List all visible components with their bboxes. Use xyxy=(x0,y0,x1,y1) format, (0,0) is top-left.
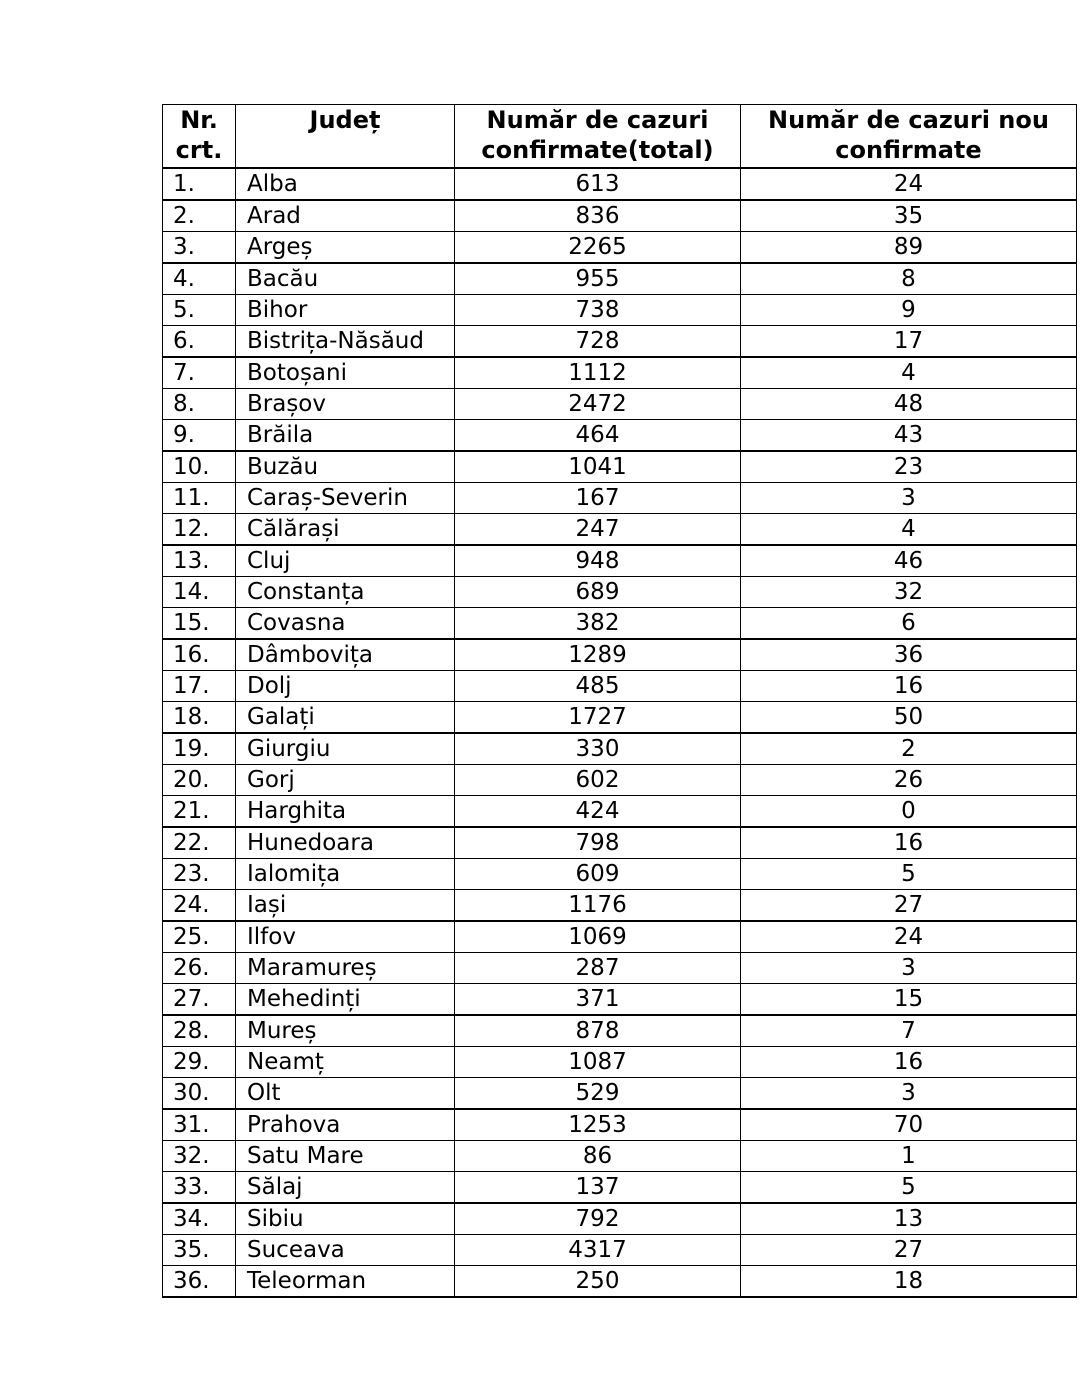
row-new-cases-cell: 3 xyxy=(741,953,1077,984)
row-county-cell: Constanța xyxy=(236,577,455,608)
row-county-cell: Prahova xyxy=(236,1109,455,1141)
row-county-cell: Bihor xyxy=(236,295,455,326)
table-body xyxy=(163,168,1077,1297)
row-county-cell: Ialomița xyxy=(236,859,455,890)
row-county-cell: Călărași xyxy=(236,514,455,546)
table-row xyxy=(163,200,1077,232)
table-row xyxy=(163,671,1077,702)
row-nr-cell: 13. xyxy=(163,545,236,577)
row-nr-cell: 12. xyxy=(163,514,236,546)
row-total-cases-cell: 382 xyxy=(455,608,741,640)
row-county-cell: Argeș xyxy=(236,232,455,264)
row-nr-cell: 25. xyxy=(163,921,236,953)
table-row xyxy=(163,420,1077,452)
table-row xyxy=(163,702,1077,734)
row-total-cases-cell: 1112 xyxy=(455,357,741,389)
table-row xyxy=(163,1172,1077,1204)
row-total-cases-cell: 1253 xyxy=(455,1109,741,1141)
header-judet-label: Județ xyxy=(309,106,381,134)
row-new-cases-cell: 43 xyxy=(741,420,1077,452)
table-row xyxy=(163,921,1077,953)
row-county-cell: Buzău xyxy=(236,451,455,483)
row-total-cases-cell: 86 xyxy=(455,1141,741,1172)
row-new-cases-cell: 24 xyxy=(741,921,1077,953)
table-row xyxy=(163,1266,1077,1298)
row-nr-cell: 22. xyxy=(163,827,236,859)
row-county-cell: Maramureș xyxy=(236,953,455,984)
row-county-cell: Bistrița-Năsăud xyxy=(236,326,455,358)
row-total-cases-cell: 330 xyxy=(455,733,741,765)
row-nr-cell: 33. xyxy=(163,1172,236,1204)
header-nr-line1: Nr. xyxy=(180,106,218,134)
row-total-cases-cell: 250 xyxy=(455,1266,741,1298)
table-row xyxy=(163,1015,1077,1047)
row-county-cell: Dâmbovița xyxy=(236,639,455,671)
row-nr-cell: 26. xyxy=(163,953,236,984)
row-county-cell: Brașov xyxy=(236,389,455,420)
row-new-cases-cell: 0 xyxy=(741,796,1077,828)
row-county-cell: Hunedoara xyxy=(236,827,455,859)
table-row xyxy=(163,1141,1077,1172)
row-new-cases-cell: 26 xyxy=(741,765,1077,796)
row-total-cases-cell: 1041 xyxy=(455,451,741,483)
row-nr-cell: 30. xyxy=(163,1078,236,1110)
row-total-cases-cell: 738 xyxy=(455,295,741,326)
cases-table-container xyxy=(162,104,1076,1298)
table-row xyxy=(163,796,1077,828)
row-total-cases-cell: 2265 xyxy=(455,232,741,264)
table-row xyxy=(163,827,1077,859)
row-total-cases-cell: 424 xyxy=(455,796,741,828)
table-row xyxy=(163,984,1077,1016)
row-new-cases-cell: 5 xyxy=(741,1172,1077,1204)
table-row xyxy=(163,608,1077,640)
row-nr-cell: 6. xyxy=(163,326,236,358)
row-new-cases-cell: 3 xyxy=(741,1078,1077,1110)
row-total-cases-cell: 247 xyxy=(455,514,741,546)
row-total-cases-cell: 689 xyxy=(455,577,741,608)
row-nr-cell: 14. xyxy=(163,577,236,608)
table-row xyxy=(163,1047,1077,1078)
row-new-cases-cell: 3 xyxy=(741,483,1077,514)
row-county-cell: Sălaj xyxy=(236,1172,455,1204)
table-row xyxy=(163,639,1077,671)
row-new-cases-cell: 16 xyxy=(741,1047,1077,1078)
row-total-cases-cell: 1069 xyxy=(455,921,741,953)
row-total-cases-cell: 1176 xyxy=(455,890,741,922)
table-row xyxy=(163,168,1077,200)
header-total-line2: confirmate(total) xyxy=(481,136,714,164)
table-row xyxy=(163,953,1077,984)
row-total-cases-cell: 2472 xyxy=(455,389,741,420)
row-new-cases-cell: 48 xyxy=(741,389,1077,420)
row-total-cases-cell: 529 xyxy=(455,1078,741,1110)
row-county-cell: Ilfov xyxy=(236,921,455,953)
table-row xyxy=(163,232,1077,264)
row-new-cases-cell: 46 xyxy=(741,545,1077,577)
row-county-cell: Caraș-Severin xyxy=(236,483,455,514)
header-new-cases xyxy=(741,105,1077,169)
table-row xyxy=(163,1078,1077,1110)
row-new-cases-cell: 18 xyxy=(741,1266,1077,1298)
row-nr-cell: 17. xyxy=(163,671,236,702)
header-total-cases xyxy=(455,105,741,169)
row-total-cases-cell: 1289 xyxy=(455,639,741,671)
row-total-cases-cell: 792 xyxy=(455,1203,741,1235)
table-row xyxy=(163,545,1077,577)
row-new-cases-cell: 23 xyxy=(741,451,1077,483)
header-judet xyxy=(236,105,455,169)
table-row xyxy=(163,733,1077,765)
row-nr-cell: 27. xyxy=(163,984,236,1016)
row-nr-cell: 11. xyxy=(163,483,236,514)
row-nr-cell: 24. xyxy=(163,890,236,922)
row-total-cases-cell: 948 xyxy=(455,545,741,577)
row-new-cases-cell: 36 xyxy=(741,639,1077,671)
row-nr-cell: 18. xyxy=(163,702,236,734)
row-new-cases-cell: 27 xyxy=(741,1235,1077,1266)
row-nr-cell: 15. xyxy=(163,608,236,640)
row-total-cases-cell: 836 xyxy=(455,200,741,232)
row-nr-cell: 7. xyxy=(163,357,236,389)
header-total-line1: Număr de cazuri xyxy=(486,106,709,134)
row-new-cases-cell: 15 xyxy=(741,984,1077,1016)
row-new-cases-cell: 17 xyxy=(741,326,1077,358)
row-county-cell: Mureș xyxy=(236,1015,455,1047)
table-row xyxy=(163,859,1077,890)
table-row xyxy=(163,890,1077,922)
row-total-cases-cell: 167 xyxy=(455,483,741,514)
row-nr-cell: 19. xyxy=(163,733,236,765)
header-nr-line2: crt. xyxy=(175,136,223,164)
row-nr-cell: 29. xyxy=(163,1047,236,1078)
row-county-cell: Harghita xyxy=(236,796,455,828)
row-total-cases-cell: 464 xyxy=(455,420,741,452)
row-county-cell: Iași xyxy=(236,890,455,922)
header-row xyxy=(163,105,1077,169)
row-total-cases-cell: 1727 xyxy=(455,702,741,734)
table-header xyxy=(163,105,1077,169)
row-nr-cell: 23. xyxy=(163,859,236,890)
row-new-cases-cell: 9 xyxy=(741,295,1077,326)
row-county-cell: Galați xyxy=(236,702,455,734)
row-nr-cell: 21. xyxy=(163,796,236,828)
row-county-cell: Covasna xyxy=(236,608,455,640)
row-new-cases-cell: 6 xyxy=(741,608,1077,640)
row-nr-cell: 2. xyxy=(163,200,236,232)
row-nr-cell: 9. xyxy=(163,420,236,452)
row-nr-cell: 8. xyxy=(163,389,236,420)
cases-by-county-table xyxy=(162,104,1077,1298)
row-new-cases-cell: 7 xyxy=(741,1015,1077,1047)
row-new-cases-cell: 5 xyxy=(741,859,1077,890)
row-total-cases-cell: 485 xyxy=(455,671,741,702)
row-total-cases-cell: 728 xyxy=(455,326,741,358)
row-nr-cell: 34. xyxy=(163,1203,236,1235)
row-new-cases-cell: 27 xyxy=(741,890,1077,922)
table-row xyxy=(163,357,1077,389)
row-nr-cell: 20. xyxy=(163,765,236,796)
row-nr-cell: 5. xyxy=(163,295,236,326)
row-total-cases-cell: 955 xyxy=(455,263,741,295)
row-new-cases-cell: 13 xyxy=(741,1203,1077,1235)
row-nr-cell: 36. xyxy=(163,1266,236,1298)
row-new-cases-cell: 16 xyxy=(741,827,1077,859)
row-new-cases-cell: 4 xyxy=(741,514,1077,546)
row-new-cases-cell: 70 xyxy=(741,1109,1077,1141)
row-total-cases-cell: 798 xyxy=(455,827,741,859)
table-row xyxy=(163,1203,1077,1235)
header-new-line2: confirmate xyxy=(835,136,982,164)
row-county-cell: Gorj xyxy=(236,765,455,796)
header-nr-crt xyxy=(163,105,236,169)
row-new-cases-cell: 24 xyxy=(741,168,1077,200)
row-total-cases-cell: 137 xyxy=(455,1172,741,1204)
row-county-cell: Alba xyxy=(236,168,455,200)
row-county-cell: Cluj xyxy=(236,545,455,577)
table-row xyxy=(163,295,1077,326)
row-nr-cell: 32. xyxy=(163,1141,236,1172)
row-county-cell: Giurgiu xyxy=(236,733,455,765)
row-total-cases-cell: 371 xyxy=(455,984,741,1016)
row-nr-cell: 10. xyxy=(163,451,236,483)
row-county-cell: Neamț xyxy=(236,1047,455,1078)
row-county-cell: Olt xyxy=(236,1078,455,1110)
row-new-cases-cell: 8 xyxy=(741,263,1077,295)
row-county-cell: Sibiu xyxy=(236,1203,455,1235)
table-row xyxy=(163,765,1077,796)
table-row xyxy=(163,483,1077,514)
row-new-cases-cell: 35 xyxy=(741,200,1077,232)
row-total-cases-cell: 4317 xyxy=(455,1235,741,1266)
row-new-cases-cell: 32 xyxy=(741,577,1077,608)
row-county-cell: Suceava xyxy=(236,1235,455,1266)
table-row xyxy=(163,577,1077,608)
row-nr-cell: 35. xyxy=(163,1235,236,1266)
row-county-cell: Bacău xyxy=(236,263,455,295)
table-row xyxy=(163,451,1077,483)
row-county-cell: Satu Mare xyxy=(236,1141,455,1172)
row-county-cell: Dolj xyxy=(236,671,455,702)
table-row xyxy=(163,1235,1077,1266)
row-total-cases-cell: 602 xyxy=(455,765,741,796)
row-county-cell: Brăila xyxy=(236,420,455,452)
header-new-line1: Număr de cazuri nou xyxy=(768,106,1049,134)
row-new-cases-cell: 4 xyxy=(741,357,1077,389)
row-new-cases-cell: 50 xyxy=(741,702,1077,734)
row-nr-cell: 3. xyxy=(163,232,236,264)
row-nr-cell: 4. xyxy=(163,263,236,295)
row-total-cases-cell: 287 xyxy=(455,953,741,984)
row-county-cell: Mehedinți xyxy=(236,984,455,1016)
row-nr-cell: 16. xyxy=(163,639,236,671)
table-row xyxy=(163,326,1077,358)
row-nr-cell: 28. xyxy=(163,1015,236,1047)
table-row xyxy=(163,514,1077,546)
row-new-cases-cell: 1 xyxy=(741,1141,1077,1172)
row-nr-cell: 31. xyxy=(163,1109,236,1141)
table-row xyxy=(163,389,1077,420)
row-total-cases-cell: 613 xyxy=(455,168,741,200)
row-new-cases-cell: 16 xyxy=(741,671,1077,702)
table-row xyxy=(163,263,1077,295)
row-new-cases-cell: 2 xyxy=(741,733,1077,765)
row-county-cell: Teleorman xyxy=(236,1266,455,1298)
row-nr-cell: 1. xyxy=(163,168,236,200)
row-county-cell: Botoșani xyxy=(236,357,455,389)
row-total-cases-cell: 609 xyxy=(455,859,741,890)
row-total-cases-cell: 1087 xyxy=(455,1047,741,1078)
row-total-cases-cell: 878 xyxy=(455,1015,741,1047)
row-county-cell: Arad xyxy=(236,200,455,232)
table-row xyxy=(163,1109,1077,1141)
row-new-cases-cell: 89 xyxy=(741,232,1077,264)
